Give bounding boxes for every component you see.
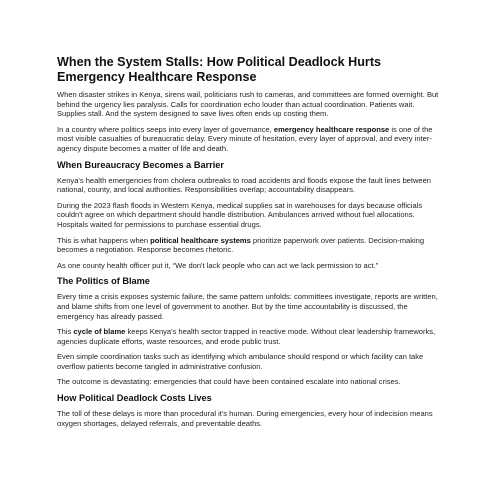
intro-paragraph-2 (57, 125, 443, 154)
article-title: When the System Stalls: How Political Deadlock Hurts Emergency Healthcare Response (57, 55, 382, 84)
section-1-paragraph-3 (57, 236, 443, 255)
intro-p2-text-a: In a country where politics seeps into every layer of governance, (57, 124, 274, 134)
section-3-paragraph-1: The toll of these delays is more than procedural it's human. During emergencies, every hour of indecision means oxygen shortages, delayed referrals, and preventable deaths. (57, 409, 433, 428)
s2-p2-text-a: This (57, 327, 74, 337)
section-2-heading: The Politics of Blame (57, 276, 150, 287)
intro-p2-bold: emergency healthcare response (273, 124, 390, 134)
s1-p3-bold: political healthcare systems (150, 235, 251, 245)
section-2-paragraph-4: The outcome is devastating: emergencies that could have been contained escalate into national crises. (57, 377, 401, 387)
s1-p3-text-b: prioritize paperwork over patients. Decision-making becomes a negotiation. Response becomes rhetoric. (57, 235, 425, 255)
s2-p2-text-b: keeps Kenya's health sector trapped in reactive mode. Without clear leadership frameworks, agencies duplicate efforts, waste resources, and erode public trust. (57, 327, 436, 346)
section-1-paragraph-1: Kenya's health emergencies from cholera outbreaks to road accidents and floods expose the fault lines between national, county, and local authorities. Responsibilities overlap; accountability disappears. (57, 175, 431, 195)
section-1-paragraph-4: As one county health officer put it, “We don't lack people who can act we lack permission to act.” (57, 260, 379, 270)
intro-p2-text-b: is one of the most visible casualties of bureaucratic delay. Every minute of hesitation, every layer of approval, and every inter-agency dispute becomes a matter of life and death. (57, 124, 433, 153)
intro-paragraph-1: When disaster strikes in Kenya, sirens wail, politicians rush to cameras, and committees are formed overnight. But behind the urgency lies paralysis. Calls for coordination echo louder than actual coordination. Patients wait. Supplies stall. And the system designed to save lives often ends up costing them. (57, 90, 439, 119)
article (57, 55, 443, 434)
section-1-paragraph-2: During the 2023 flash floods in Western Kenya, medical supplies sat in warehouses for days because officials couldn't agree on which department should handle distribution. Ambulances arrived without fuel allocations. Hospitals waited for permissions to purchase essential drugs. (57, 200, 423, 229)
section-2-paragraph-2 (57, 327, 443, 346)
section-2-paragraph-3: Even simple coordination tasks such as identifying which ambulance should respond or which facility can take overflow patients become tangled in administrative confusion. (57, 352, 424, 371)
s2-p2-bold: cycle of blame (73, 327, 126, 337)
section-3-heading: How Political Deadlock Costs Lives (57, 393, 212, 404)
s1-p3-text-a: This is what happens when (57, 235, 151, 245)
section-1-heading: When Bureaucracy Becomes a Barrier (57, 159, 224, 170)
section-2-paragraph-1: Every time a crisis exposes systemic failure, the same pattern unfolds: committees investigate, reports are written, and blame shifts from one level of government to another. But by the time accountability is discussed, the emergency has already passed. (57, 292, 438, 321)
